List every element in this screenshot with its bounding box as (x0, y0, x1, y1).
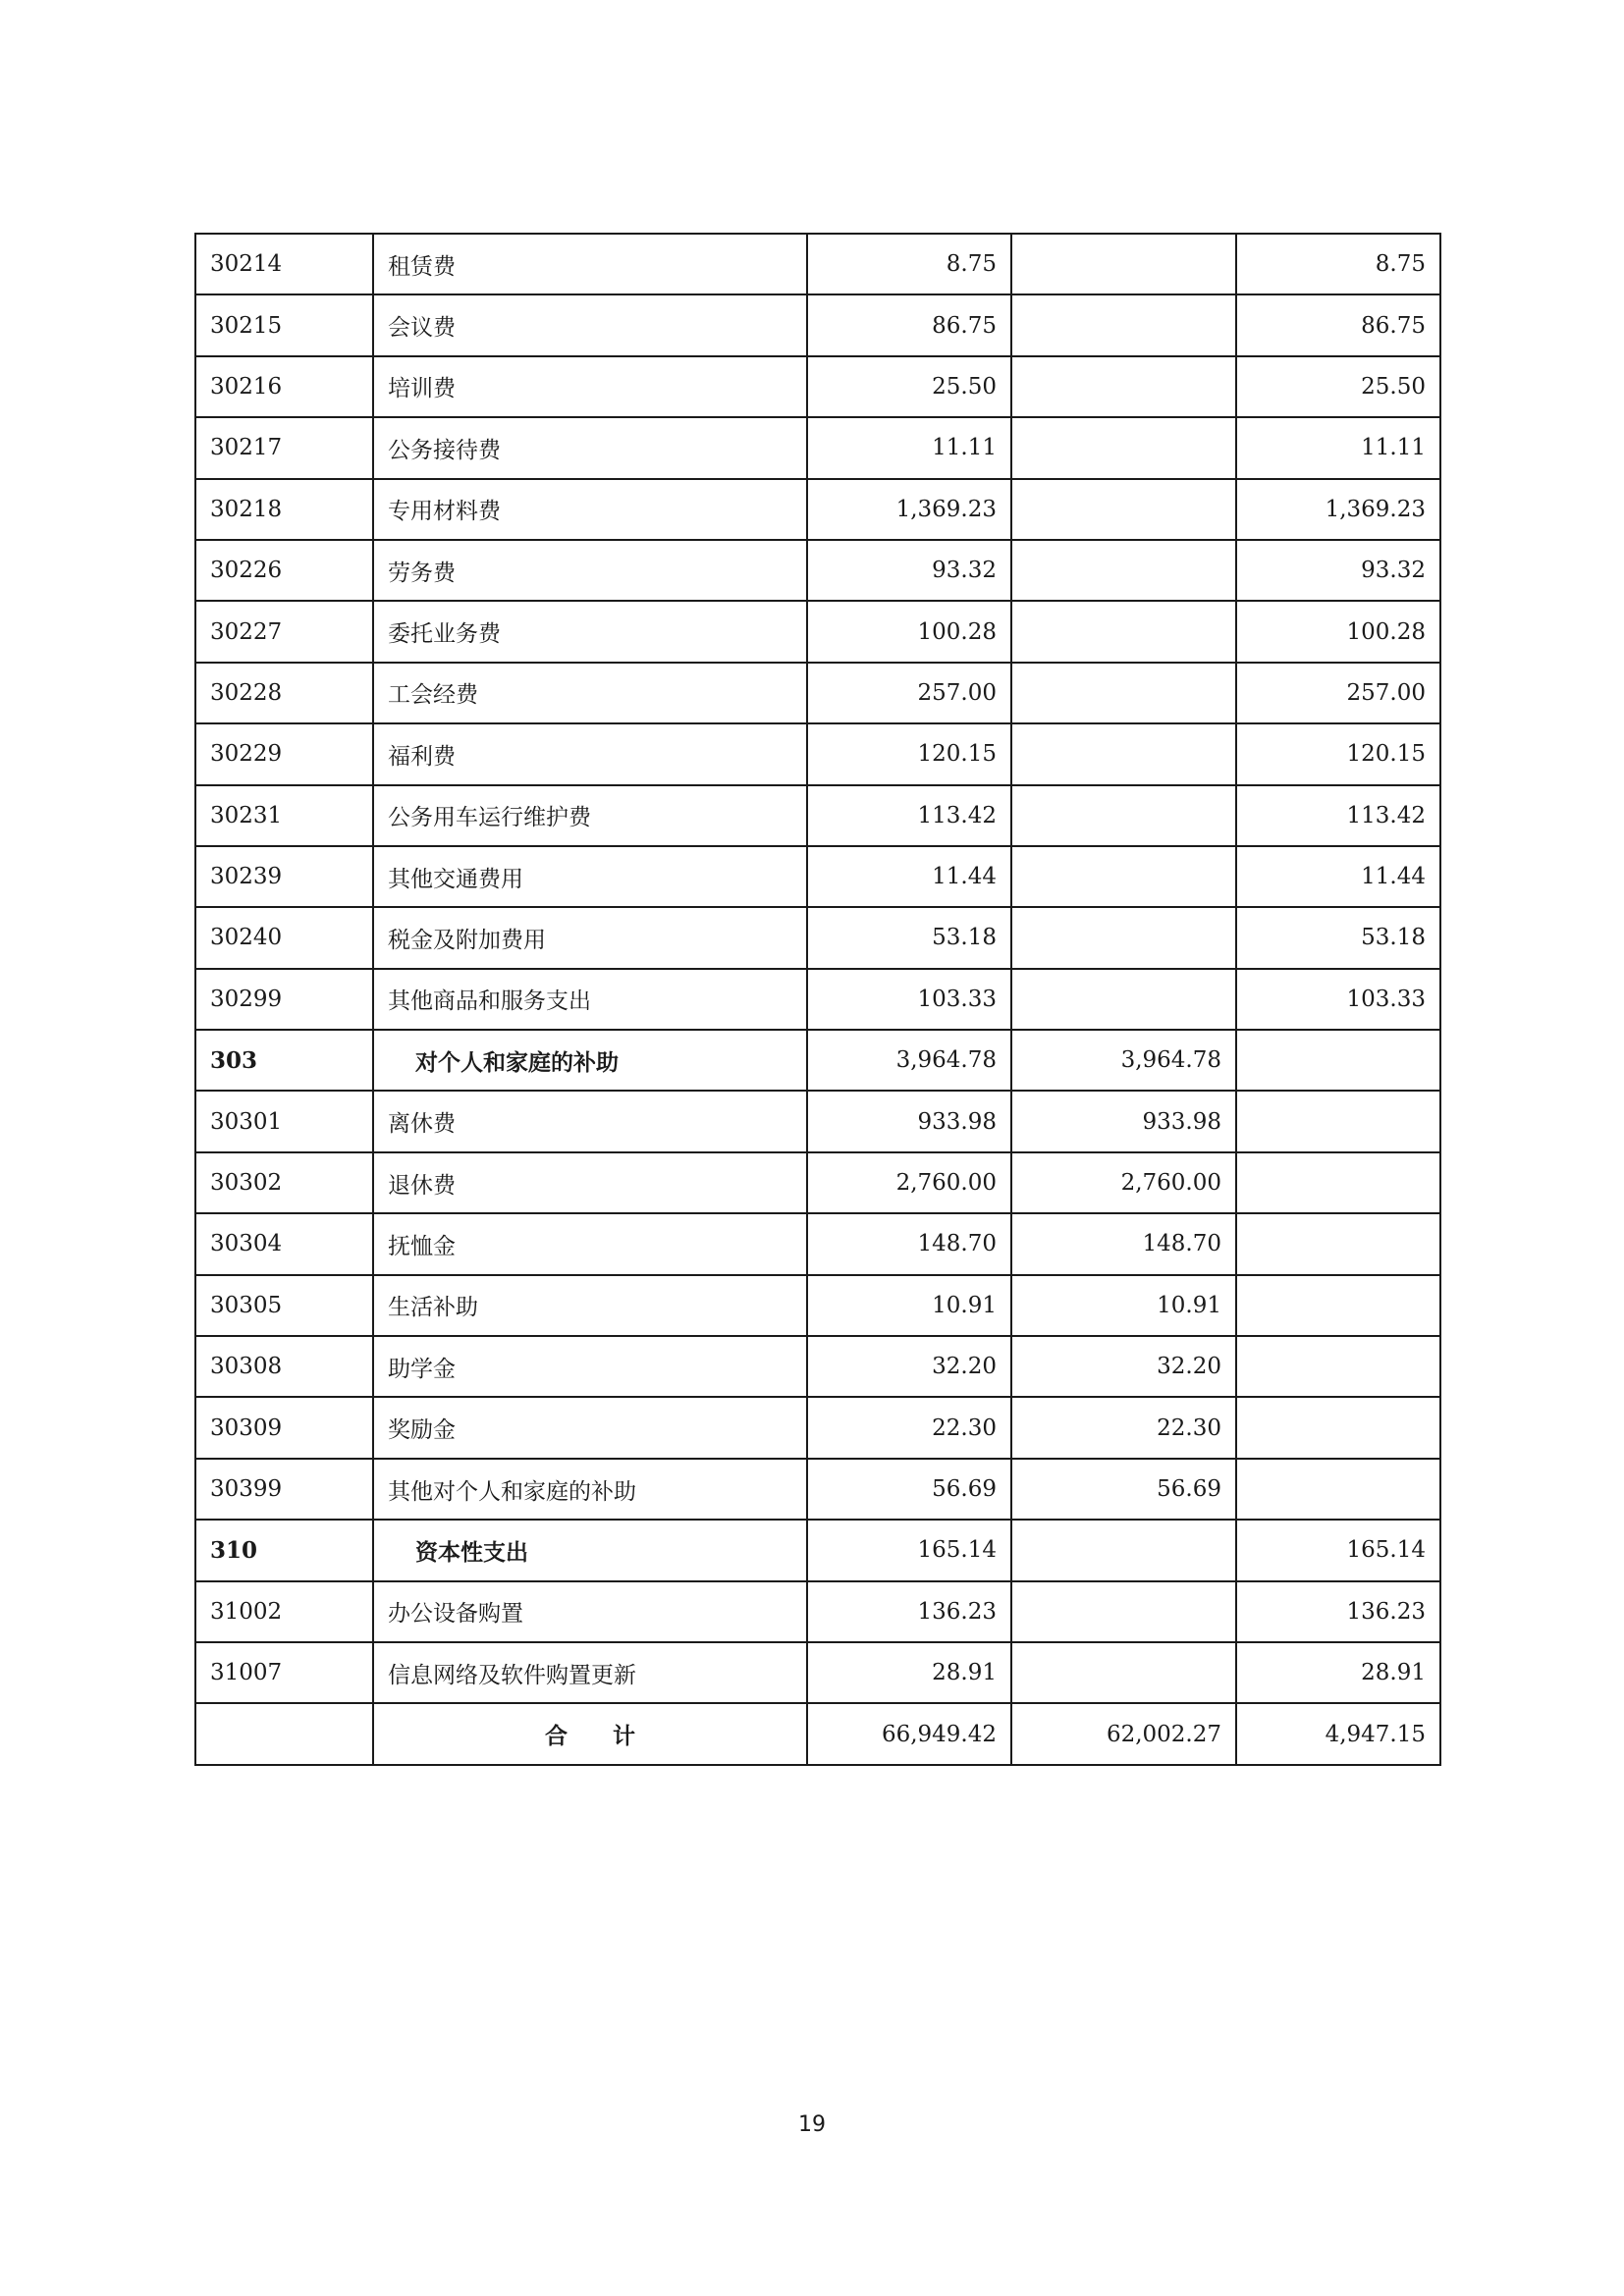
total-amount-cell: 10.91 (807, 1275, 1011, 1336)
table-row (195, 234, 1440, 294)
basic-expenditure-cell (1011, 785, 1236, 846)
basic-expenditure-cell (1011, 356, 1236, 417)
account-name-cell: 对个人和家庭的补助 (373, 1030, 807, 1091)
account-name-cell: 工会经费 (373, 663, 807, 723)
total-amount-cell: 11.11 (807, 417, 1011, 478)
total-amount-cell: 66,949.42 (807, 1703, 1011, 1764)
account-code-cell: 30309 (195, 1397, 373, 1458)
account-name-cell: 专用材料费 (373, 479, 807, 540)
basic-expenditure-cell (1011, 663, 1236, 723)
basic-expenditure-cell (1011, 907, 1236, 968)
total-amount-cell: 22.30 (807, 1397, 1011, 1458)
table-row (195, 907, 1440, 968)
account-name-cell: 租赁费 (373, 234, 807, 294)
table-row (195, 1152, 1440, 1213)
project-expenditure-cell: 4,947.15 (1236, 1703, 1440, 1764)
account-code-cell: 303 (195, 1030, 373, 1091)
total-amount-cell: 1,369.23 (807, 479, 1011, 540)
account-name-cell: 福利费 (373, 723, 807, 784)
total-amount-cell: 136.23 (807, 1581, 1011, 1642)
total-amount-cell: 148.70 (807, 1213, 1011, 1274)
table-row (195, 1642, 1440, 1703)
subtotal-row (195, 1520, 1440, 1580)
total-row (195, 1703, 1440, 1764)
account-name-cell: 合 计 (373, 1703, 807, 1764)
account-name-cell: 其他商品和服务支出 (373, 969, 807, 1030)
basic-expenditure-cell (1011, 1520, 1236, 1580)
account-code-cell: 30228 (195, 663, 373, 723)
total-amount-cell: 3,964.78 (807, 1030, 1011, 1091)
total-amount-cell: 103.33 (807, 969, 1011, 1030)
basic-expenditure-cell (1011, 234, 1236, 294)
account-code-cell: 30240 (195, 907, 373, 968)
table-row (195, 969, 1440, 1030)
project-expenditure-cell (1236, 1091, 1440, 1151)
table-body (195, 234, 1440, 1765)
project-expenditure-cell: 8.75 (1236, 234, 1440, 294)
project-expenditure-cell: 113.42 (1236, 785, 1440, 846)
basic-expenditure-cell: 933.98 (1011, 1091, 1236, 1151)
basic-expenditure-cell (1011, 417, 1236, 478)
account-code-cell: 30226 (195, 540, 373, 601)
table-row (195, 1336, 1440, 1397)
table-row (195, 294, 1440, 355)
table-row (195, 479, 1440, 540)
account-code-cell: 30305 (195, 1275, 373, 1336)
table-row (195, 846, 1440, 907)
project-expenditure-cell: 120.15 (1236, 723, 1440, 784)
project-expenditure-cell: 53.18 (1236, 907, 1440, 968)
total-amount-cell: 257.00 (807, 663, 1011, 723)
total-amount-cell: 28.91 (807, 1642, 1011, 1703)
project-expenditure-cell (1236, 1275, 1440, 1336)
total-amount-cell: 2,760.00 (807, 1152, 1011, 1213)
account-code-cell: 30215 (195, 294, 373, 355)
account-name-cell: 公务用车运行维护费 (373, 785, 807, 846)
account-code-cell: 30229 (195, 723, 373, 784)
project-expenditure-cell (1236, 1397, 1440, 1458)
table-row (195, 417, 1440, 478)
project-expenditure-cell: 257.00 (1236, 663, 1440, 723)
total-amount-cell: 120.15 (807, 723, 1011, 784)
total-amount-cell: 53.18 (807, 907, 1011, 968)
project-expenditure-cell (1236, 1213, 1440, 1274)
account-name-cell: 退休费 (373, 1152, 807, 1213)
basic-expenditure-cell: 10.91 (1011, 1275, 1236, 1336)
basic-expenditure-cell (1011, 1642, 1236, 1703)
table-row (195, 723, 1440, 784)
account-name-cell: 其他对个人和家庭的补助 (373, 1459, 807, 1520)
project-expenditure-cell (1236, 1030, 1440, 1091)
account-name-cell: 办公设备购置 (373, 1581, 807, 1642)
project-expenditure-cell: 103.33 (1236, 969, 1440, 1030)
project-expenditure-cell (1236, 1336, 1440, 1397)
budget-table (194, 233, 1441, 1766)
account-name-cell: 信息网络及软件购置更新 (373, 1642, 807, 1703)
project-expenditure-cell: 11.11 (1236, 417, 1440, 478)
account-code-cell (195, 1703, 373, 1764)
account-code-cell: 30308 (195, 1336, 373, 1397)
subtotal-row (195, 1030, 1440, 1091)
project-expenditure-cell: 25.50 (1236, 356, 1440, 417)
total-amount-cell: 93.32 (807, 540, 1011, 601)
account-code-cell: 30239 (195, 846, 373, 907)
total-amount-cell: 32.20 (807, 1336, 1011, 1397)
account-name-cell: 会议费 (373, 294, 807, 355)
account-code-cell: 310 (195, 1520, 373, 1580)
basic-expenditure-cell (1011, 723, 1236, 784)
account-name-cell: 奖励金 (373, 1397, 807, 1458)
account-code-cell: 30227 (195, 601, 373, 662)
project-expenditure-cell: 28.91 (1236, 1642, 1440, 1703)
basic-expenditure-cell: 22.30 (1011, 1397, 1236, 1458)
account-name-cell: 税金及附加费用 (373, 907, 807, 968)
table-row (195, 1397, 1440, 1458)
table-row (195, 1581, 1440, 1642)
account-code-cell: 30299 (195, 969, 373, 1030)
basic-expenditure-cell: 56.69 (1011, 1459, 1236, 1520)
project-expenditure-cell: 100.28 (1236, 601, 1440, 662)
basic-expenditure-cell (1011, 969, 1236, 1030)
account-name-cell: 其他交通费用 (373, 846, 807, 907)
table-row (195, 785, 1440, 846)
account-code-cell: 30216 (195, 356, 373, 417)
total-amount-cell: 165.14 (807, 1520, 1011, 1580)
table-row (195, 1213, 1440, 1274)
total-amount-cell: 86.75 (807, 294, 1011, 355)
project-expenditure-cell: 1,369.23 (1236, 479, 1440, 540)
basic-expenditure-cell: 32.20 (1011, 1336, 1236, 1397)
basic-expenditure-cell (1011, 601, 1236, 662)
account-name-cell: 助学金 (373, 1336, 807, 1397)
basic-expenditure-cell: 148.70 (1011, 1213, 1236, 1274)
total-amount-cell: 113.42 (807, 785, 1011, 846)
table-row (195, 601, 1440, 662)
total-amount-cell: 25.50 (807, 356, 1011, 417)
project-expenditure-cell: 11.44 (1236, 846, 1440, 907)
table-row (195, 1459, 1440, 1520)
project-expenditure-cell: 86.75 (1236, 294, 1440, 355)
account-name-cell: 培训费 (373, 356, 807, 417)
page-number: 19 (798, 2112, 826, 2137)
account-code-cell: 30301 (195, 1091, 373, 1151)
basic-expenditure-cell (1011, 846, 1236, 907)
basic-expenditure-cell (1011, 479, 1236, 540)
account-code-cell: 30214 (195, 234, 373, 294)
basic-expenditure-cell (1011, 540, 1236, 601)
table-row (195, 540, 1440, 601)
total-amount-cell: 8.75 (807, 234, 1011, 294)
account-name-cell: 抚恤金 (373, 1213, 807, 1274)
account-code-cell: 30399 (195, 1459, 373, 1520)
project-expenditure-cell (1236, 1152, 1440, 1213)
total-amount-cell: 933.98 (807, 1091, 1011, 1151)
account-code-cell: 30218 (195, 479, 373, 540)
account-name-cell: 委托业务费 (373, 601, 807, 662)
basic-expenditure-cell: 62,002.27 (1011, 1703, 1236, 1764)
table-row (195, 663, 1440, 723)
account-code-cell: 31002 (195, 1581, 373, 1642)
project-expenditure-cell (1236, 1459, 1440, 1520)
project-expenditure-cell: 136.23 (1236, 1581, 1440, 1642)
table-row (195, 356, 1440, 417)
account-code-cell: 30217 (195, 417, 373, 478)
account-code-cell: 30231 (195, 785, 373, 846)
account-name-cell: 公务接待费 (373, 417, 807, 478)
account-name-cell: 离休费 (373, 1091, 807, 1151)
account-code-cell: 30304 (195, 1213, 373, 1274)
account-name-cell: 资本性支出 (373, 1520, 807, 1580)
total-amount-cell: 56.69 (807, 1459, 1011, 1520)
basic-expenditure-cell (1011, 1581, 1236, 1642)
project-expenditure-cell: 93.32 (1236, 540, 1440, 601)
basic-expenditure-cell: 2,760.00 (1011, 1152, 1236, 1213)
table-row (195, 1091, 1440, 1151)
project-expenditure-cell: 165.14 (1236, 1520, 1440, 1580)
total-amount-cell: 100.28 (807, 601, 1011, 662)
basic-expenditure-cell (1011, 294, 1236, 355)
account-name-cell: 生活补助 (373, 1275, 807, 1336)
table-row (195, 1275, 1440, 1336)
account-name-cell: 劳务费 (373, 540, 807, 601)
account-code-cell: 30302 (195, 1152, 373, 1213)
account-code-cell: 31007 (195, 1642, 373, 1703)
total-amount-cell: 11.44 (807, 846, 1011, 907)
basic-expenditure-cell: 3,964.78 (1011, 1030, 1236, 1091)
